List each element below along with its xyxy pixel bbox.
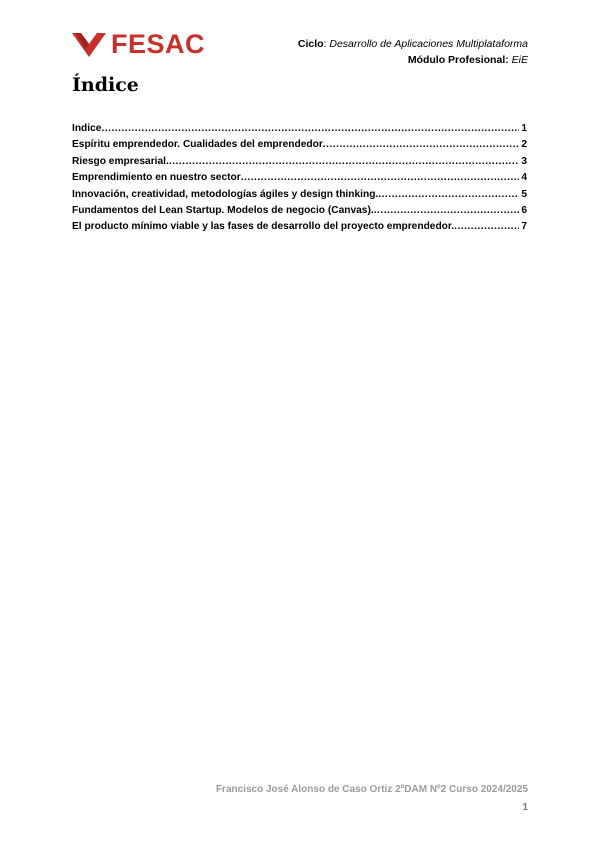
toc-entry-page: 1 <box>521 123 527 134</box>
toc-leader-dots <box>169 156 520 167</box>
toc-leader-dots <box>241 172 520 183</box>
toc-leader-dots <box>374 205 520 216</box>
toc-entry-title: Innovación, creatividad, metodologías ágiles y design thinking. <box>72 188 379 200</box>
fesac-logo <box>72 30 205 58</box>
toc-entry-page: 6 <box>521 204 527 216</box>
toc-entry-page: 3 <box>521 155 527 167</box>
toc-entry[interactable] <box>72 139 527 155</box>
modulo-value: EiE <box>511 54 528 66</box>
ciclo-label: Ciclo <box>297 38 324 50</box>
toc-leader-dots <box>323 139 520 150</box>
footer-author-line: Francisco José Alonso de Caso Ortiz 2ºDAM Nº2 Curso 2024/2025 <box>215 784 528 795</box>
toc-entry-page: 5 <box>521 188 527 200</box>
toc-leader-dots <box>101 123 519 134</box>
toc-entry-page: 7 <box>521 221 527 233</box>
toc-leader-dots <box>454 221 519 232</box>
ciclo-value: Desarrollo de Aplicaciones Multiplataforma <box>329 38 528 50</box>
toc-entry[interactable] <box>72 205 527 221</box>
module-header <box>298 36 528 68</box>
toc-entry-title: Fundamentos del Lean Startup. Modelos de negocio (Canvas). <box>72 204 374 216</box>
toc-entry-page: 2 <box>521 139 527 151</box>
toc-entry-page: 4 <box>521 172 527 184</box>
page-title: Índice <box>72 74 139 96</box>
toc-entry[interactable] <box>72 189 527 205</box>
toc-entry-title: Riesgo empresarial. <box>72 155 169 167</box>
toc-entry-title: El producto mínimo viable y las fases de desarrollo del proyecto emprendedor. <box>72 221 455 233</box>
footer-page-number: 1 <box>522 802 528 813</box>
logo-text: FESAC <box>111 28 206 59</box>
ciclo-line: Ciclo: Desarrollo de Aplicaciones Multiplataforma <box>297 38 528 50</box>
toc-entry[interactable] <box>72 172 527 188</box>
toc-entry[interactable] <box>72 156 527 172</box>
toc-leader-dots <box>378 189 519 200</box>
toc-entry-title: Espíritu emprendedor. Cualidades del emprendedor <box>72 139 323 151</box>
fesac-logo-icon <box>72 30 106 58</box>
toc-entry[interactable] <box>72 221 527 237</box>
toc-entry-title: Índice <box>72 123 102 134</box>
toc-entry-title: Emprendimiento en nuestro sector <box>72 172 241 184</box>
toc-entry[interactable] <box>72 123 527 139</box>
page-footer <box>216 781 528 817</box>
table-of-contents <box>72 123 527 238</box>
modulo-label: Módulo Profesional: <box>407 54 509 66</box>
modulo-line <box>298 52 528 68</box>
